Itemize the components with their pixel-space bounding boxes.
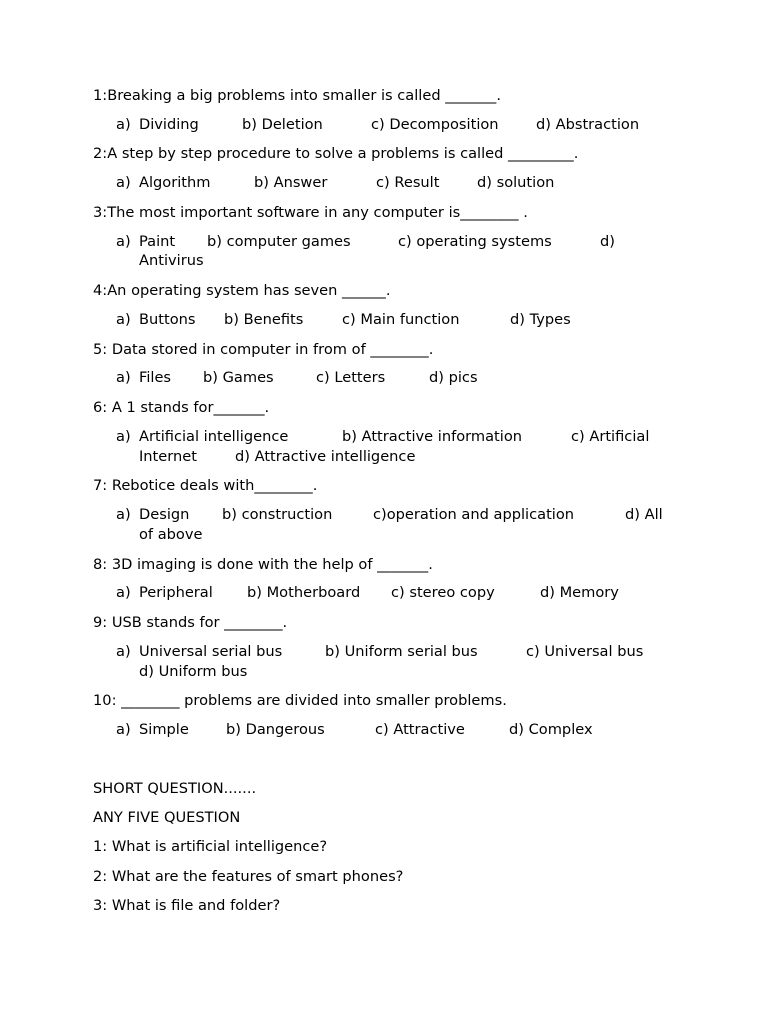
option-marker-a: a) [116,369,131,386]
q9-option-a: Universal serial bus [139,643,283,660]
question-2: 2:A step by step procedure to solve a problems is called _________. [93,145,579,162]
short-question-3: 3: What is file and folder? [93,897,281,914]
q1-option-a: Dividing [139,116,199,133]
q5-option-b: b) Games [203,369,274,386]
q9-option-c: c) Universal bus [526,643,644,660]
q2-option-b: b) Answer [254,174,328,191]
q5-option-d: d) pics [429,369,478,386]
q7-option-c: c)operation and application [373,506,575,523]
q1-option-d: d) Abstraction [536,116,640,133]
q3-option-b: b) computer games [207,233,351,250]
q4-option-a: Buttons [139,311,196,328]
q10-option-d: d) Complex [509,721,593,738]
q5-option-c: c) Letters [316,369,386,386]
option-marker-a: a) [116,428,131,445]
q10-option-b: b) Dangerous [226,721,325,738]
q3-option-d-cont: Antivirus [139,252,204,269]
q7-option-a: Design [139,506,190,523]
q2-option-d: d) solution [477,174,555,191]
question-10: 10: ________ problems are divided into smaller problems. [93,692,507,709]
option-marker-a: a) [116,233,131,250]
option-marker-a: a) [116,174,131,191]
q7-option-b: b) construction [222,506,333,523]
q8-option-a: Peripheral [139,584,213,601]
q4-option-c: c) Main function [342,311,460,328]
q3-option-a: Paint [139,233,176,250]
question-9: 9: USB stands for ________. [93,614,288,631]
option-marker-a: a) [116,311,131,328]
q7-option-d: d) All [625,506,663,523]
q2-option-a: Algorithm [139,174,211,191]
q9-option-b: b) Uniform serial bus [325,643,478,660]
q8-option-c: c) stereo copy [391,584,495,601]
question-1: 1:Breaking a big problems into smaller is called _______. [93,87,501,104]
short-question-subheading: ANY FIVE QUESTION [93,809,241,826]
q8-option-b: b) Motherboard [247,584,361,601]
option-marker-a: a) [116,584,131,601]
question-3: 3:The most important software in any computer is________ . [93,204,528,221]
q7-option-d-cont: of above [139,526,203,543]
option-marker-a: a) [116,643,131,660]
q6-option-c: c) Artificial [571,428,650,445]
question-6: 6: A 1 stands for_______. [93,399,270,416]
q10-option-a: Simple [139,721,189,738]
question-5: 5: Data stored in computer in from of ________. [93,341,434,358]
q1-option-b: b) Deletion [242,116,323,133]
q1-option-c: c) Decomposition [371,116,499,133]
q10-option-c: c) Attractive [375,721,465,738]
question-4: 4:An operating system has seven ______. [93,282,391,299]
short-question-2: 2: What are the features of smart phones? [93,868,404,885]
option-marker-a: a) [116,506,131,523]
q6-option-d: d) Attractive intelligence [235,448,416,465]
short-question-heading: SHORT QUESTION....... [93,780,257,797]
question-8: 8: 3D imaging is done with the help of _______. [93,556,433,573]
q6-option-b: b) Attractive information [342,428,522,445]
q8-option-d: d) Memory [540,584,619,601]
q3-option-d: d) [600,233,615,250]
q6-option-a: Artificial intelligence [139,428,289,445]
question-7: 7: Rebotice deals with________. [93,477,318,494]
q2-option-c: c) Result [376,174,440,191]
q6-option-c-cont: Internet [139,448,197,465]
q9-option-d: d) Uniform bus [139,663,248,680]
option-marker-a: a) [116,116,131,133]
q4-option-b: b) Benefits [224,311,304,328]
short-question-1: 1: What is artificial intelligence? [93,838,328,855]
q4-option-d: d) Types [510,311,571,328]
q5-option-a: Files [139,369,172,386]
option-marker-a: a) [116,721,131,738]
q3-option-c: c) operating systems [398,233,552,250]
